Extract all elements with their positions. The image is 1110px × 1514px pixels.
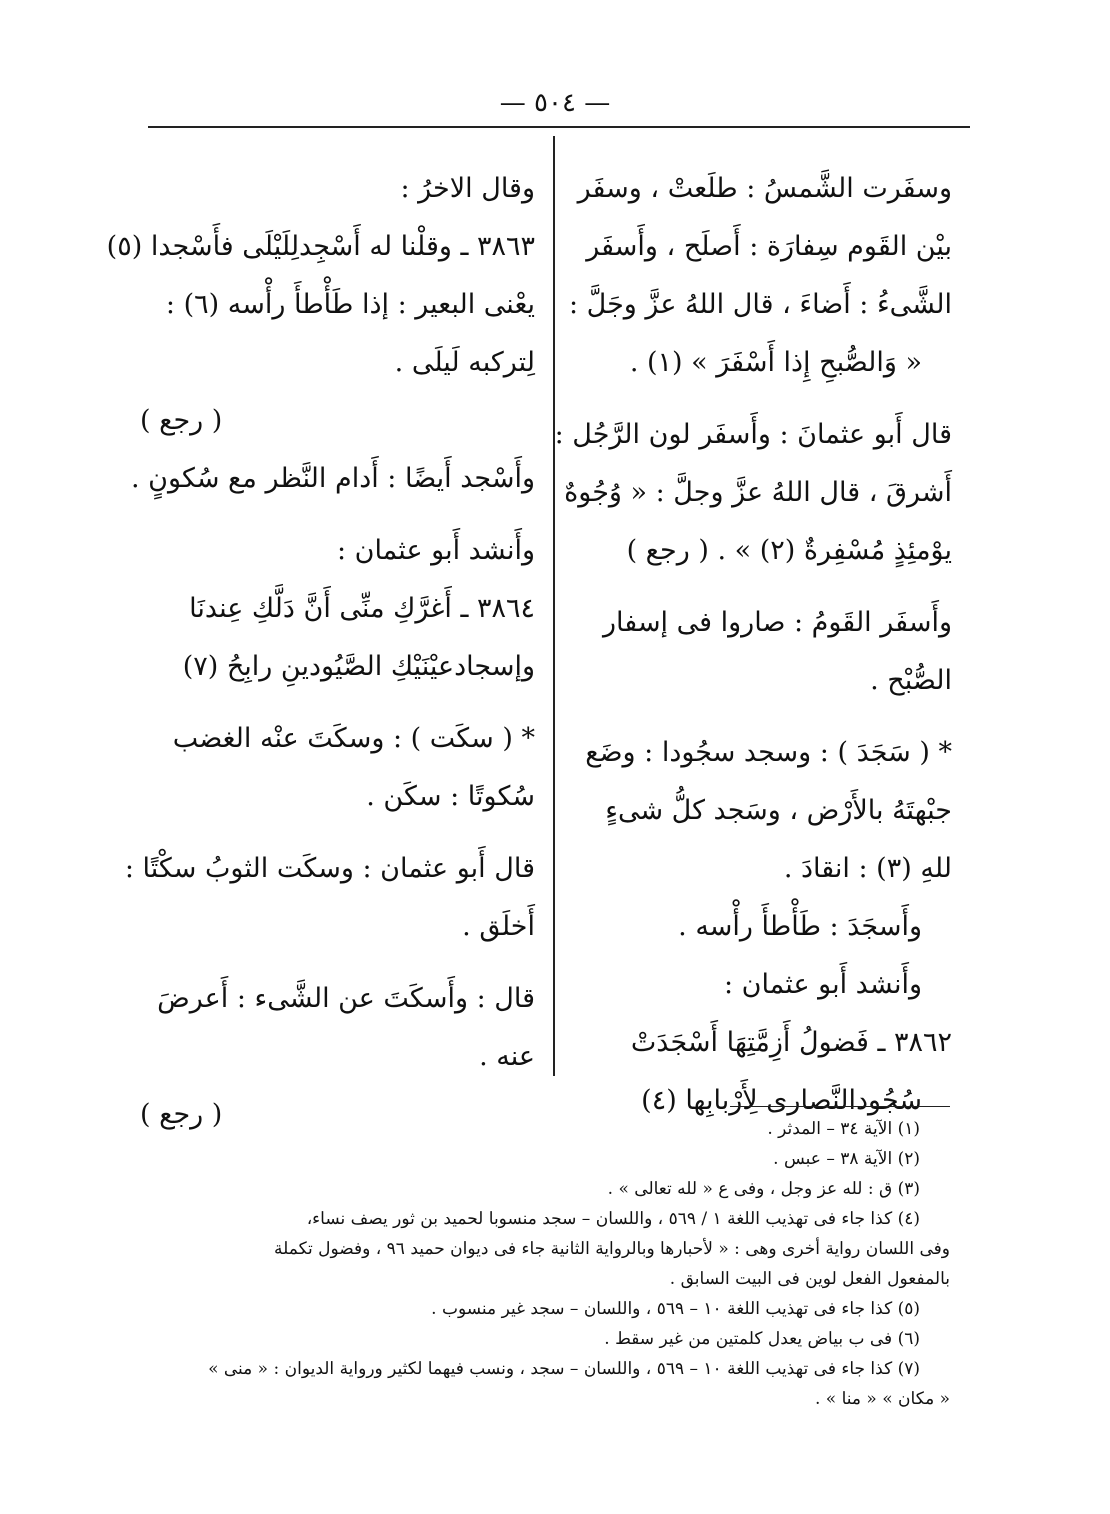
text-line: قال : وأَسكَتَ عن الشَّىء : أَعرضَ xyxy=(157,983,535,1014)
footnote: (٥) كذا جاء فى تهذيب اللغة ١٠ – ٥٦٩ ، واللسان – سجد غير منسوب . xyxy=(431,1299,920,1319)
text-line: للهِ (٣) : انقادَ . xyxy=(783,853,952,884)
text-line: جبْهتَهُ بالأَرْض ، وسَجد كلُّ شىءٍ xyxy=(605,795,952,826)
footnote-rule xyxy=(730,1106,950,1107)
text-line: * ( سكَت ) : وسكَتَ عنْه الغضب xyxy=(172,723,535,754)
footnote: (٣) ق : لله عز وجل ، وفى ع « لله تعالى » . xyxy=(607,1179,920,1199)
text-line: * ( سَجَدَ ) : وسجد سجُودا : وضَع xyxy=(585,737,952,768)
return-marker: ( رجع ) xyxy=(140,1099,223,1130)
text-line: وأَسجَدَ : طَأْطأَ رأْسه . xyxy=(678,911,922,942)
right-column xyxy=(554,160,952,1130)
text-line: يعْنى البعير : إذا طَأْطأَ رأْسه (٦) : xyxy=(165,289,535,320)
text-line: وقال الاخرُ : xyxy=(400,173,535,204)
verse-line: ٣٨٦٢ ـ فَضولُ أَزِمَّتِهَا أَسْجَدَتْ xyxy=(630,1027,952,1058)
text-line: قال أَبو عثمان : وسكَت الثوبُ سكْتًا : xyxy=(124,853,535,884)
text-line: قال أَبو عثمانَ : وأَسفَر لون الرَّجُل : xyxy=(554,419,952,450)
return-marker: ( رجع ) xyxy=(140,405,223,436)
footnote: (١) الآية ٣٤ – المدثر . xyxy=(767,1119,920,1139)
verse-line: سُجُودالنَّصارى لِأَرْبابِها (٤) xyxy=(641,1085,922,1116)
footnote: (٧) كذا جاء فى تهذيب اللغة ١٠ – ٥٦٩ ، واللسان – سجد ، ونسب فيهما لكثير ورواية الديوان : « منى » xyxy=(208,1359,920,1379)
footnote: وفى اللسان رواية أخرى وهى : « لأحبارها وبالرواية الثانية جاء فى ديوان حميد ٩٦ ، وفضول تكملة xyxy=(274,1239,950,1259)
column-divider xyxy=(553,136,555,1076)
verse-line: ٣٨٦٣ ـ وقلْنا له أَسْجِدلِلَيْلَى فأَسْجدا (٥) xyxy=(106,231,535,262)
verse-line: وإسجادعيْنَيْكِ الصَّيُودينِ رابِحُ (٧) xyxy=(182,651,535,682)
footnote: (٦) فى ب بياض يعدل كلمتين من غير سقط . xyxy=(604,1329,920,1349)
footnotes xyxy=(126,1114,950,1414)
text-line: أَشرقَ ، قال اللهُ عزَّ وجلَّ : « وُجُوهٌ xyxy=(564,477,952,508)
text-line: سُكوتًا : سكَن . xyxy=(366,781,535,812)
text-line: وأَنشد أَبو عثمان : xyxy=(723,969,922,1000)
text-line: الصُّبْح . xyxy=(870,665,952,696)
page-number: — ٥٠٤ — xyxy=(499,88,611,118)
text-line: يوْمئِذٍ مُسْفِرةٌ (٢) » . ( رجع ) xyxy=(626,535,952,566)
text-line: وأَسْجد أَيضًا : أَدام النَّظر مع سُكونٍ . xyxy=(131,463,535,494)
text-line: وسفَرت الشَّمسُ : طلَعتْ ، وسفَر xyxy=(577,173,952,204)
footnote: بالمفعول الفعل لوين فى البيت السابق . xyxy=(669,1269,950,1289)
text-line: لِتركبه لَيلَى . xyxy=(394,347,535,378)
text-line: « وَالصُّبحِ إِذا أَسْفَرَ » (١) . xyxy=(629,347,922,378)
text-line: عنه . xyxy=(479,1041,535,1072)
text-line: بيْن القَوم سِفارَة : أَصلَح ، وأَسفَر xyxy=(586,231,952,262)
footnote: (٤) كذا جاء فى تهذيب اللغة ١ / ٥٦٩ ، واللسان – سجد منسوبا لحميد بن ثور يصف نساء، xyxy=(306,1209,920,1229)
header-rule xyxy=(148,126,970,128)
text-line: الشَّىءُ : أَضاءَ ، قال اللهُ عزَّ وجَلَّ : xyxy=(568,289,952,320)
left-column xyxy=(106,160,535,1144)
verse-line: ٣٨٦٤ ـ أَغرَّكِ منِّى أَنَّ دَلَّكِ عِندنَا xyxy=(189,593,535,624)
footnote: « مكان » « منا » . xyxy=(814,1389,950,1409)
text-line: وأَنشد أَبو عثمان : xyxy=(336,535,535,566)
text-line: أَخلَق . xyxy=(462,911,535,942)
text-line: وأَسفَر القَومُ : صاروا فى إسفار xyxy=(603,607,952,638)
footnote: (٢) الآية ٣٨ – عبس . xyxy=(773,1149,920,1169)
